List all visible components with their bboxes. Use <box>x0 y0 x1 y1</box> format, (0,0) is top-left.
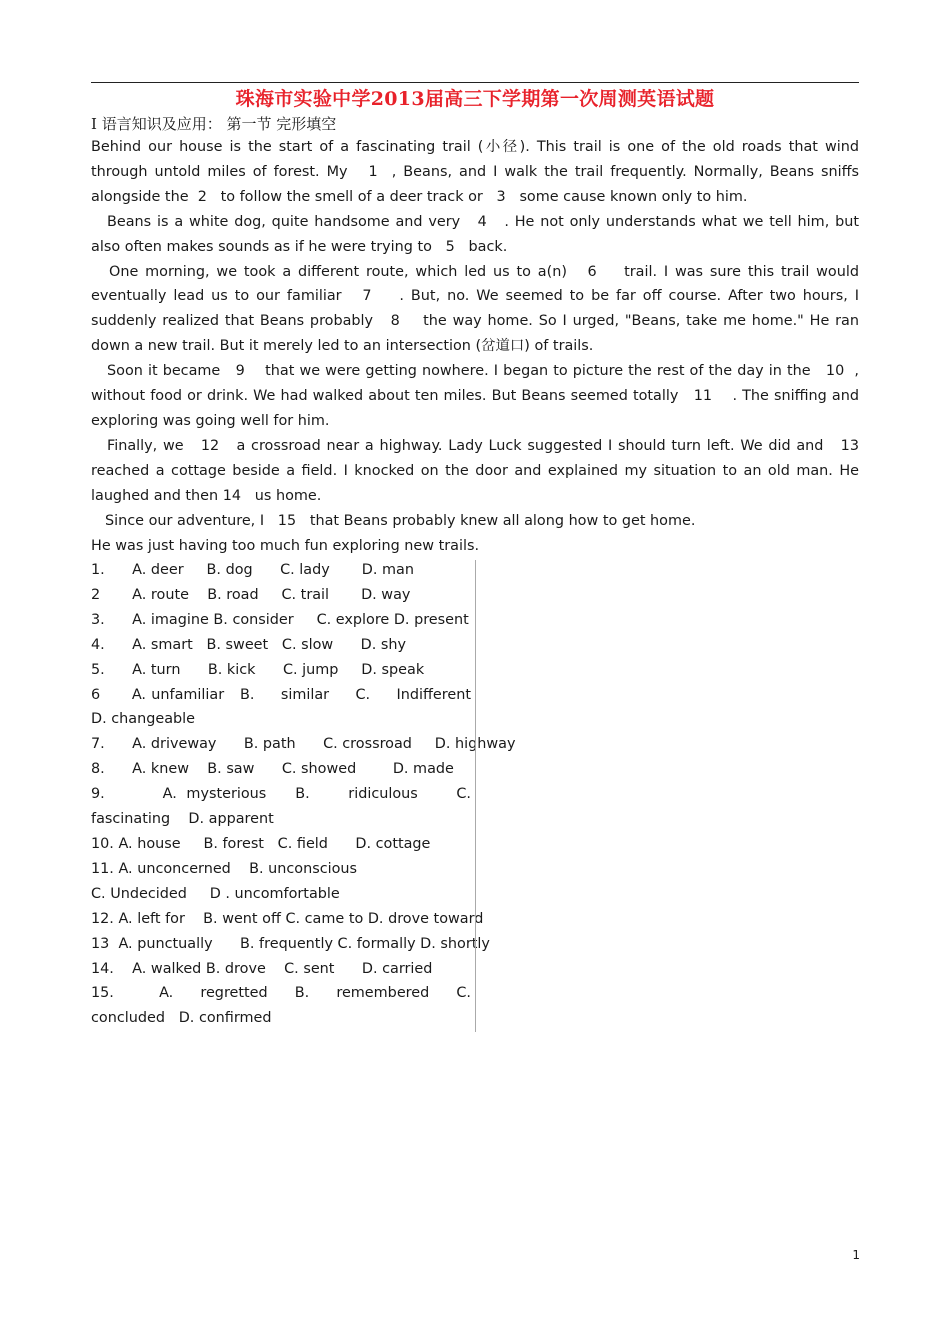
option-row-11b: C. Undecided D . uncomfortable <box>91 885 340 902</box>
option-row-2: 2 A. route B. road C. trail D. way <box>91 586 411 603</box>
option-row-5: 5. A. turn B. kick C. jump D. speak <box>91 661 425 678</box>
option-row-13: 13 A. punctually B. frequently C. formally D. shortly <box>91 935 490 952</box>
option-row-7: 7. A. driveway B. path C. crossroad D. highway <box>91 736 516 753</box>
exam-title: 珠海市实验中学2013届高三下学期第一次周测英语试题 <box>235 88 715 110</box>
option-row-3: 3. A. imagine B. consider C. explore D. present <box>91 611 469 628</box>
answer-options <box>91 558 516 1031</box>
page-number: 1 <box>852 1248 860 1262</box>
cloze-passage <box>91 135 878 558</box>
header-rule <box>91 82 859 83</box>
option-row-10: 10. A. house B. forest C. field D. cottage <box>91 835 431 852</box>
passage-paragraph-5: Finally, we 12 a crossroad near a highway. Lady Luck suggested I should turn left. We did and 13 reached a cottage beside a field. I knocked on the door and explained my situation to an old man. He laughed and then 14 us home. <box>91 437 878 504</box>
passage-paragraph-4: Soon it became 9 that we were getting nowhere. I began to picture the rest of the day in the 10 , without food or drink. We had walked about ten miles. But Beans seemed totally 11 . The sniffing and exploring was going well for him. <box>91 363 864 429</box>
passage-paragraph-3: One morning, we took a different route, which led us to a(n) 6 trail. I was sure this trail would eventually lead us to our familiar 7 . But, no. We seemed to be far off course. After two hours, I suddenly realized that Beans probably 8 the way home. So I urged, "Beans, take me home." He ran down a new trail. But it merely led to an intersection (岔道口) of trails. <box>91 263 864 355</box>
section-heading: I 语言知识及应用： 第一节 完形填空 <box>91 115 337 133</box>
option-row-9: 9. A. mysterious B. ridiculous C. fascinating D. apparent <box>91 786 490 828</box>
option-row-11a: 11. A. unconcerned B. unconscious <box>91 860 358 877</box>
option-row-8: 8. A. knew B. saw C. showed D. made <box>91 761 454 778</box>
option-row-14: 14. A. walked B. drove C. sent D. carried <box>91 960 433 977</box>
passage-paragraph-2: Beans is a white dog, quite handsome and very 4 . He not only understands what we tell him, but also often makes sounds as if he were trying to 5 back. <box>91 213 864 255</box>
option-row-15: 15. A. regretted B. remembered C. concluded D. confirmed <box>91 985 485 1027</box>
passage-paragraph-6: Since our adventure, I 15 that Beans probably knew all along how to get home. <box>105 512 696 529</box>
passage-paragraph-1: Behind our house is the start of a fascinating trail (小径). This trail is one of the old roads that wind through untold miles of forest. My 1 , Beans, and I walk the trail frequently. Normally, Beans sniffs alongside the 2 to follow the smell of a deer track or 3 some cause known only to him. <box>91 139 864 205</box>
option-row-6: 6 A. unfamiliar B. similar C. Indifferent D. changeable <box>91 686 494 728</box>
passage-paragraph-7: He was just having too much fun exploring new trails. <box>91 537 480 554</box>
option-row-4: 4. A. smart B. sweet C. slow D. shy <box>91 636 406 653</box>
option-row-1: 1. A. deer B. dog C. lady D. man <box>91 562 414 578</box>
column-divider <box>475 560 476 1032</box>
option-row-12: 12. A. left for B. went off C. came to D. drove toward <box>91 910 484 927</box>
